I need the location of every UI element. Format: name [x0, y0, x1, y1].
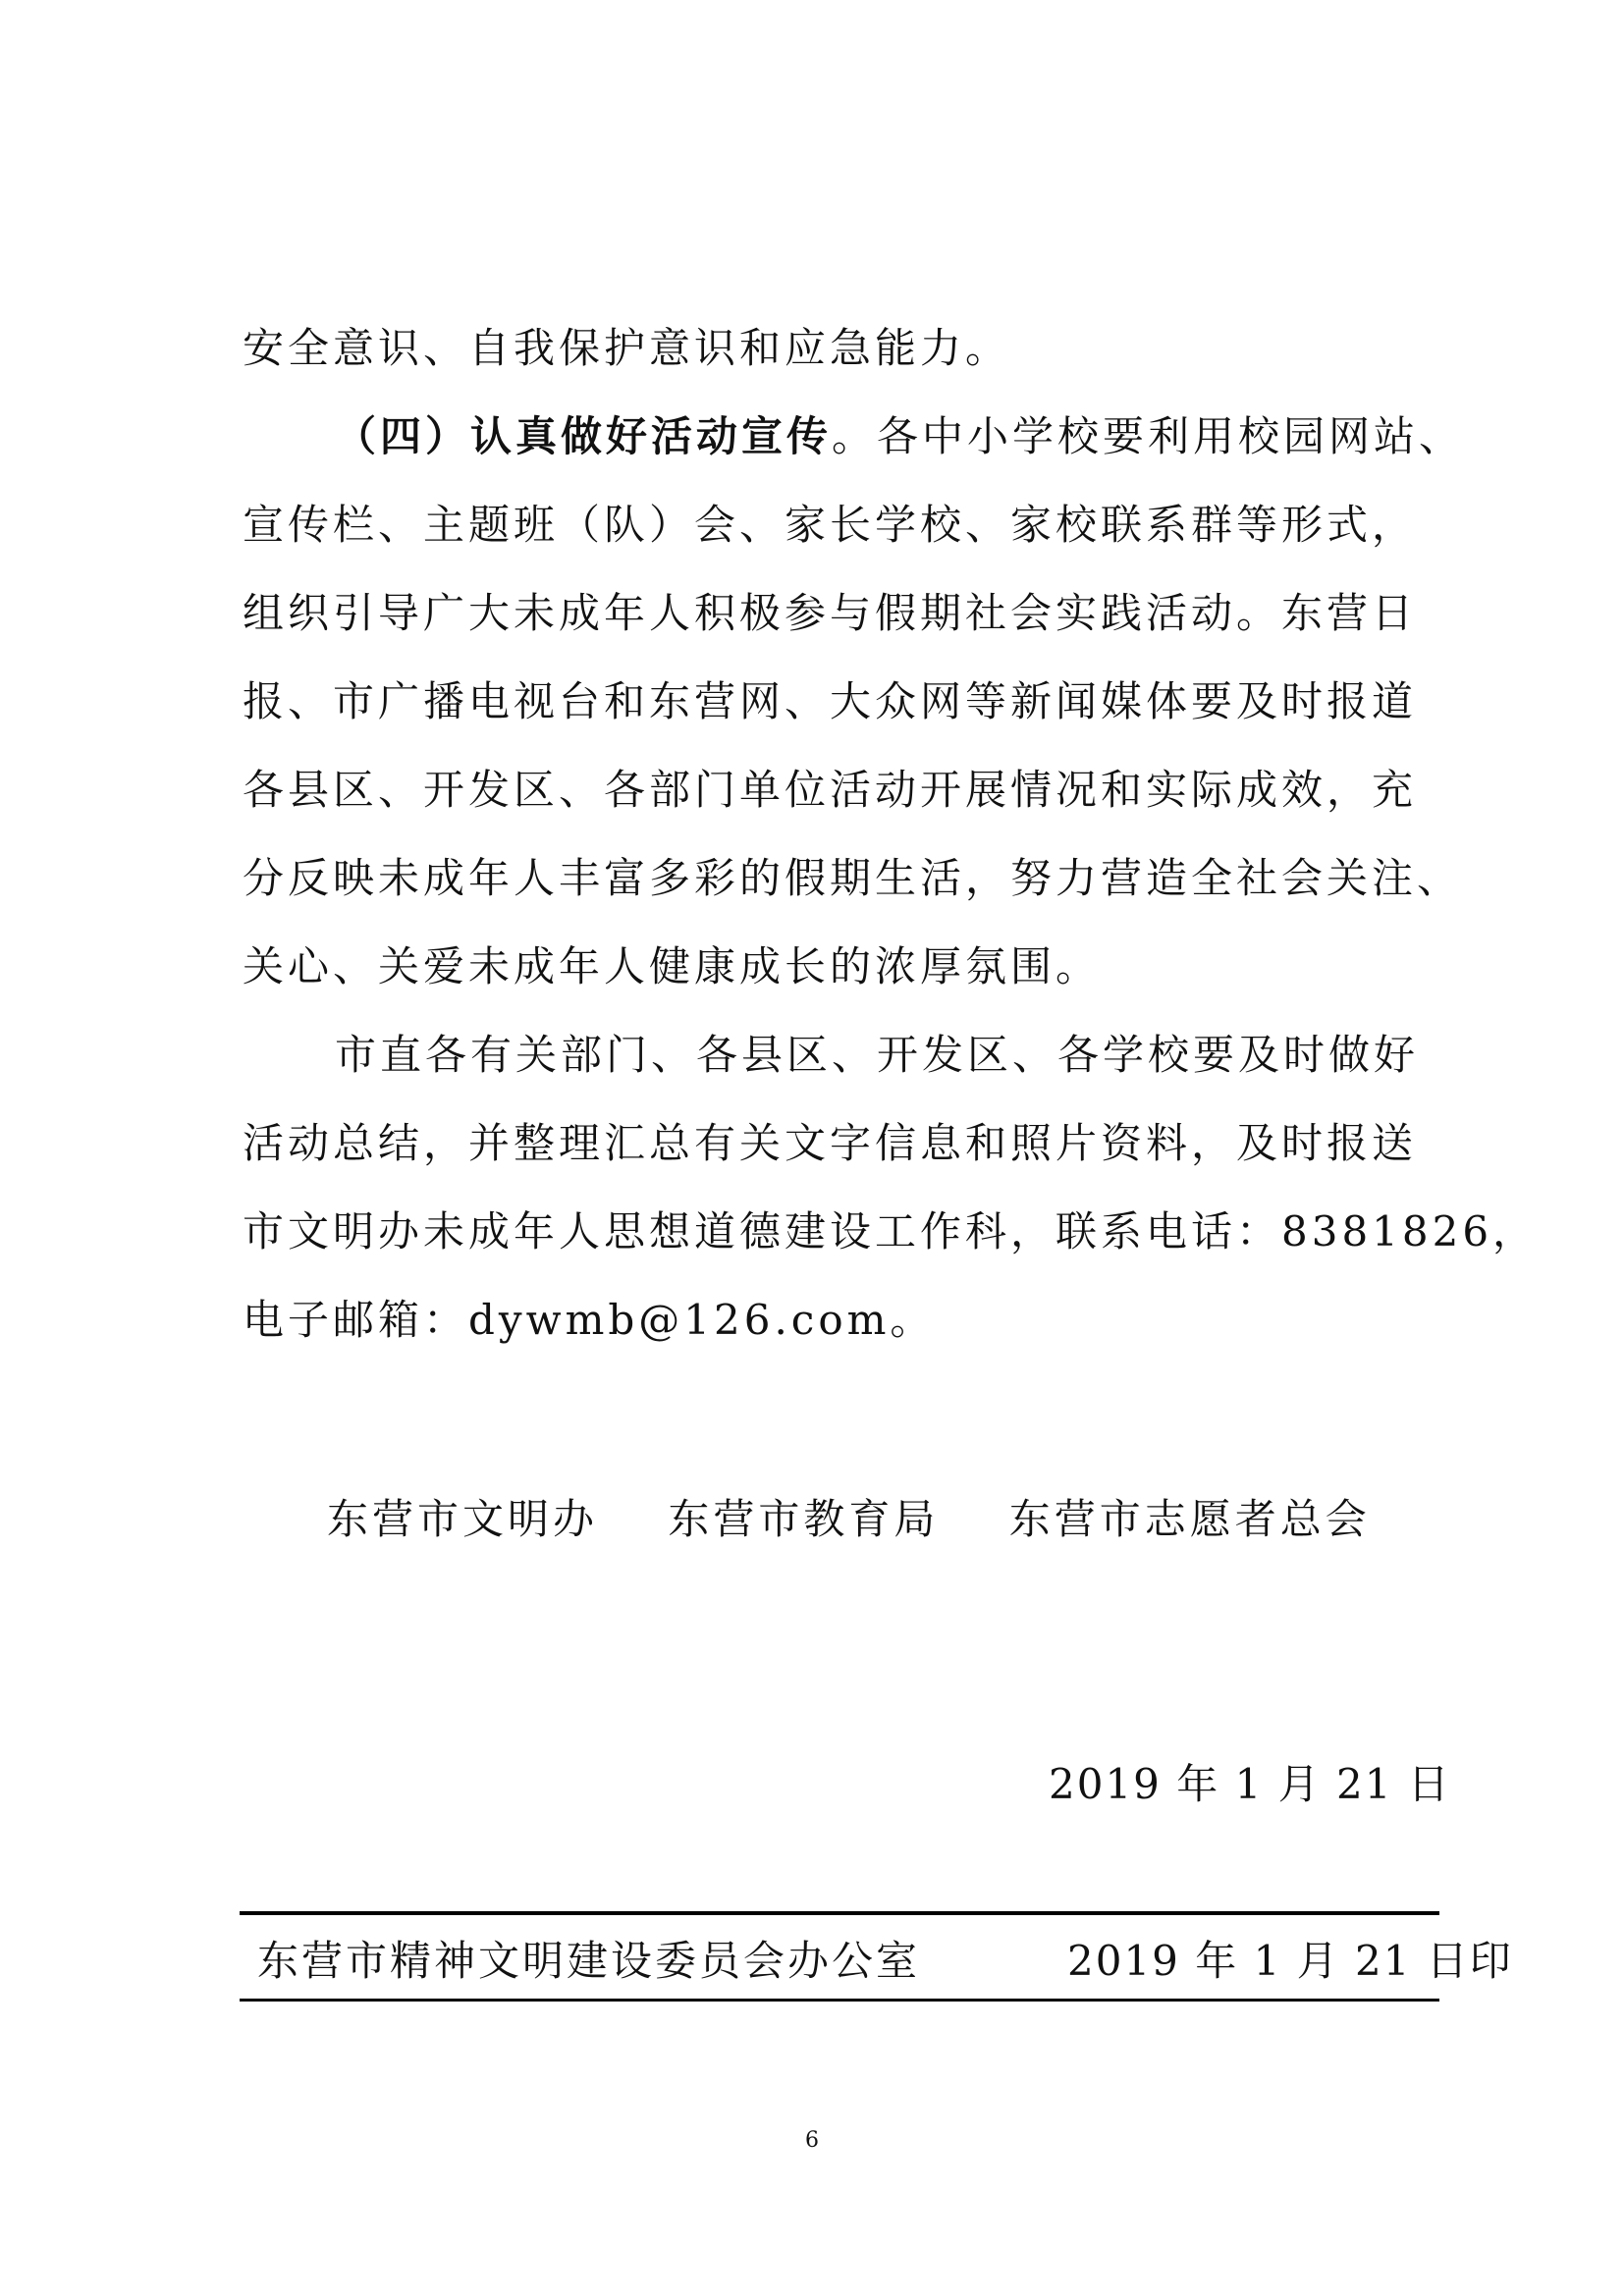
signature-education-bureau: 东营市教育局: [668, 1495, 940, 1543]
section-4-first-line: [243, 393, 1465, 481]
section-4-heading: （四）认真做好活动宣传: [335, 412, 833, 460]
signature-civilization-office: 东营市文明办: [327, 1495, 599, 1543]
section-4-text: 。各中小学校要利用校园网站、: [832, 412, 1465, 460]
paragraph-line: 宣传栏、主题班（队）会、家长学校、家校联系群等形式，: [243, 501, 1418, 549]
signature-block: [327, 1487, 1424, 1546]
signature-volunteer-association: 东营市志愿者总会: [1008, 1495, 1371, 1543]
footer-issuer: 东营市精神文明建设委员会办公室: [257, 1937, 921, 1985]
footer-bottom-rule: [240, 1999, 1439, 2002]
paragraph-line: 电子邮箱：dywmb@126.com。: [243, 1296, 936, 1344]
paragraph-line: 组织引导广大未成年人积极参与假期社会实践活动。东营日: [243, 589, 1418, 637]
body-text: [243, 304, 1539, 1364]
paragraph-line: 市文明办未成年人思想道德建设工作科，联系电话：8381826，: [243, 1207, 1539, 1255]
footer-top-rule: [240, 1911, 1439, 1915]
paragraph-line: 活动总结，并整理汇总有关文字信息和照片资料，及时报送: [243, 1119, 1418, 1167]
paragraph-line: 市直各有关部门、各县区、开发区、各学校要及时做好: [335, 1031, 1420, 1079]
paragraph-line: 安全意识、自我保护意识和应急能力。: [243, 324, 1011, 372]
paragraph-line: 各县区、开发区、各部门单位活动开展情况和实际成效，充: [243, 766, 1418, 814]
footer-print-date: 2019 年 1 月 21 日印: [1067, 1937, 1513, 1985]
paragraph-line: 报、市广播电视台和东营网、大众网等新闻媒体要及时报道: [243, 677, 1418, 725]
paragraph-line: 关心、关爱未成年人健康成长的浓厚氛围。: [243, 942, 1102, 990]
document-date: 2019 年 1 月 21 日: [1049, 1760, 1451, 1808]
paragraph-line: 分反映未成年人丰富多彩的假期生活，努力营造全社会关注、: [243, 854, 1463, 902]
page-number: 6: [805, 2128, 819, 2153]
